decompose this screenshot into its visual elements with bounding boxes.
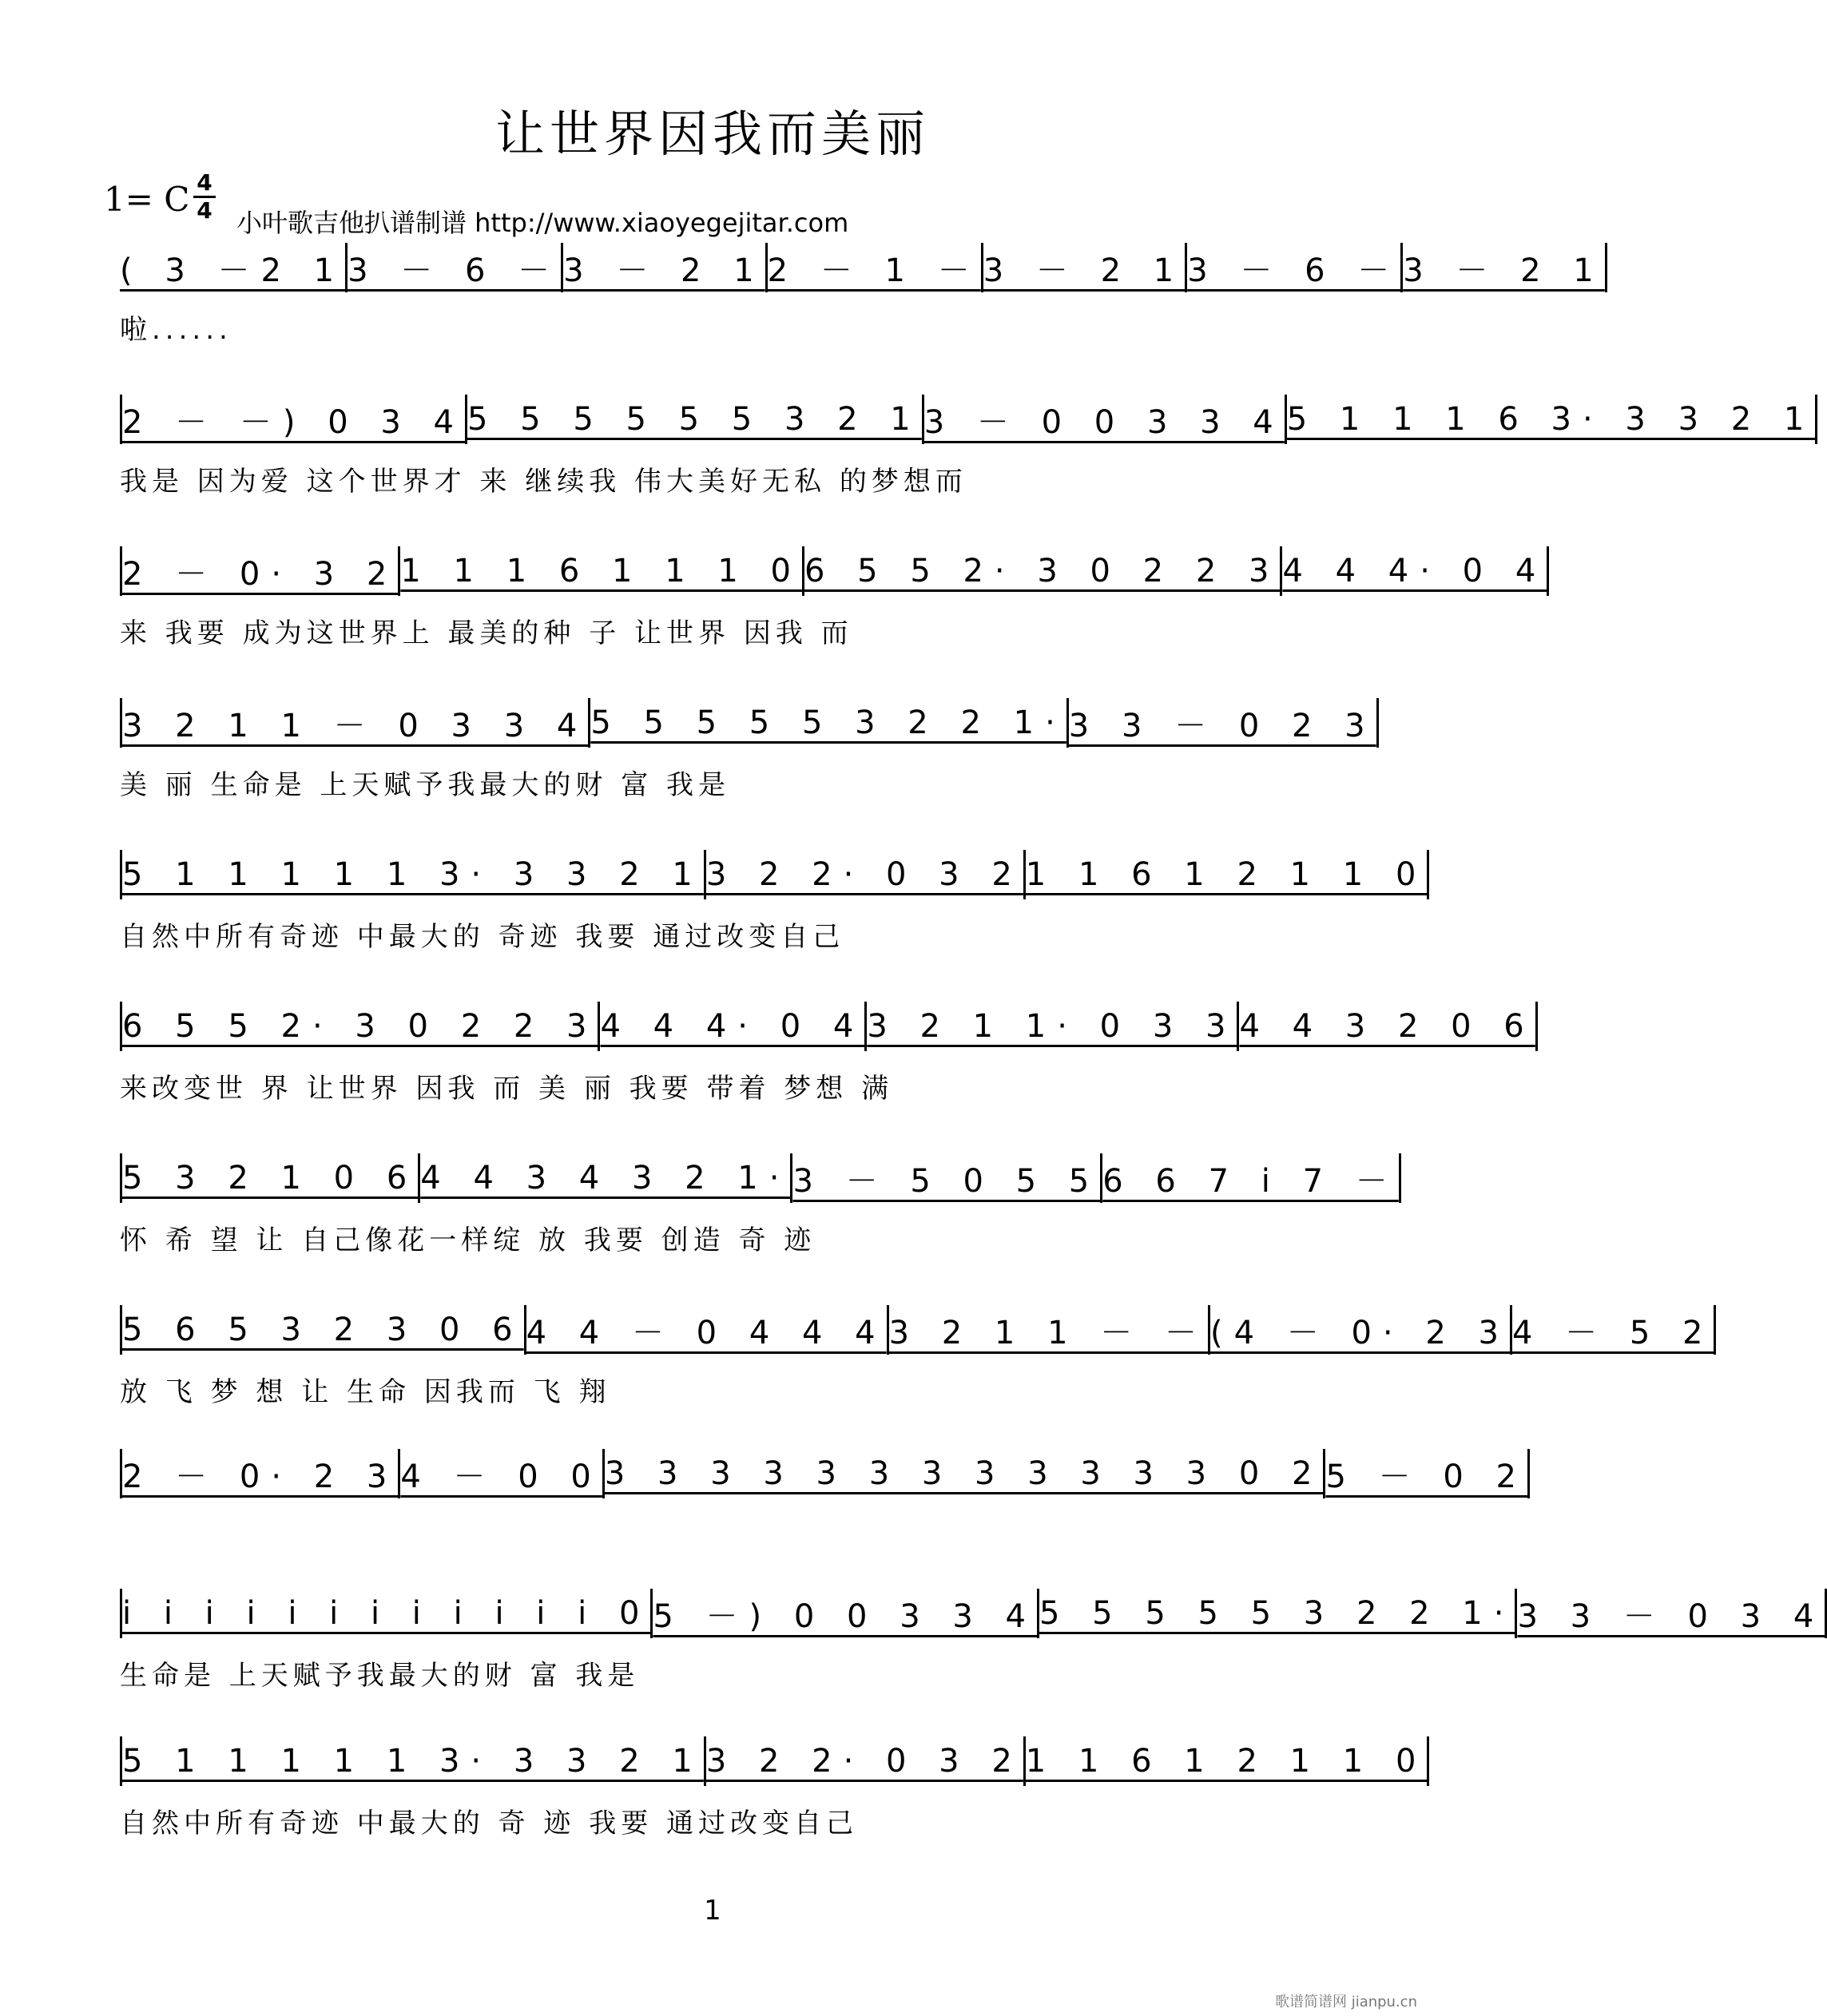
measure: 3 － 2 1: [1403, 252, 1605, 289]
measure: 3 － 6 －: [1187, 252, 1401, 289]
measure: 2 － 0· 2 3: [122, 1458, 399, 1495]
measure: 4 － 0 0: [400, 1458, 602, 1495]
measure: 4 4 4· 0 4: [600, 1008, 865, 1045]
lyric-line: 生命是 上天赋予我最大的财 富 我是: [120, 1660, 640, 1692]
barline: [1399, 1153, 1401, 1203]
measure: 3 － 2 1: [563, 252, 765, 289]
measure: 5 1 1 1 6 3· 3 3 2 1: [1286, 401, 1816, 438]
measure: 6 5 5 2· 3 0 2 2 3: [122, 1008, 598, 1045]
barline: [1535, 1002, 1538, 1051]
measure: 6 6 7 i 7 －: [1102, 1162, 1399, 1200]
notes-line: [120, 851, 1428, 899]
lyric-line: 我是 因为爱 这个世界才 来 继续我 伟大美好无私 的梦想而: [120, 466, 967, 498]
barline: [1376, 698, 1379, 748]
measure: 5 3 2 1 0 6: [122, 1160, 419, 1197]
measure: i i i i i i i i i i i i 0: [122, 1595, 651, 1632]
measure: 3 － 2 1: [983, 252, 1186, 289]
lyric-line: 来改变世 界 让世界 因我 而 美 丽 我要 带着 梦想 满: [120, 1073, 894, 1105]
measure: 4 4 3 4 3 2 1·: [420, 1160, 791, 1197]
measure: 1 1 6 1 2 1 1 0: [1025, 1743, 1428, 1780]
measure: 2 － －) 0 3 4: [122, 403, 465, 441]
measure: 6 5 5 2· 3 0 2 2 3: [804, 553, 1281, 589]
page-title: 让世界因我而美丽: [494, 105, 930, 163]
barline: [1547, 546, 1549, 596]
measure: 3 2 1 1 － 0 3 3 4: [122, 707, 589, 744]
measure: ( 3 －2 1: [120, 252, 346, 289]
measure: 5 5 5 5 5 3 2 2 1·: [590, 704, 1066, 741]
measure: 3 2 1 1· 0 3 3: [867, 1008, 1237, 1045]
notes-line: [120, 395, 1816, 443]
meter-top: 4: [197, 169, 212, 196]
barline: [1527, 1449, 1530, 1498]
measure: 5 5 5 5 5 3 2 2 1·: [1039, 1595, 1515, 1632]
measure: 5 －) 0 0 3 3 4: [653, 1597, 1037, 1635]
transcriber-credit: 小叶歌吉他扒谱制谱 http://www.xiaoyegejitar.com: [236, 208, 849, 238]
barline: [1427, 850, 1429, 899]
measure: 2 － 1 －: [767, 252, 981, 289]
notes-line: [120, 1306, 1714, 1354]
measure: 5 5 5 5 5 5 3 2 1: [467, 401, 922, 438]
watermark: 歌谱简谱网 jianpu.cn: [1274, 1994, 1417, 2010]
notes-line: [120, 1589, 1825, 1637]
lyric-line: 美 丽 生命是 上天赋予我最大的财 富 我是: [120, 769, 731, 801]
lyric-line: 怀 希 望 让 自己像花一样绽 放 我要 创造 奇 迹: [120, 1224, 816, 1256]
page-number: 1: [704, 1895, 721, 1927]
measure: 3 3 3 3 3 3 3 3 3 3 3 3 0 2: [604, 1455, 1324, 1492]
measure: 3 2 1 1 － －: [888, 1314, 1208, 1351]
barline: [1605, 243, 1607, 292]
notes-line: [120, 1154, 1399, 1202]
measure: 3 2 2· 0 3 2: [705, 856, 1023, 893]
lyric-line: 自然中所有奇迹 中最大的 奇 迹 我要 通过改变自己: [120, 1808, 859, 1839]
barline: [1815, 395, 1817, 444]
measure: 3 － 0 0 3 3 4: [923, 403, 1285, 441]
barline: [1714, 1305, 1716, 1355]
notes-line: [120, 1737, 1428, 1785]
measure: 3 － 6 －: [348, 252, 562, 289]
notes-line: [120, 699, 1376, 747]
measure: (4 － 0· 2 3: [1209, 1314, 1510, 1351]
measure: 3 3 － 0 2 3: [1068, 707, 1376, 744]
measure: 5 － 0 2: [1325, 1458, 1527, 1495]
notes-line: [120, 1450, 1527, 1498]
measure: 3 2 2· 0 3 2: [705, 1743, 1023, 1780]
lyric-line: 来 我要 成为这世界上 最美的种 子 让世界 因我 而: [120, 617, 853, 649]
measure: 4 4 4· 0 4: [1282, 553, 1547, 589]
measure: 3 － 5 0 5 5: [792, 1162, 1101, 1200]
measure: 4 4 3 2 0 6: [1239, 1008, 1535, 1045]
lyric-line: 啦......: [120, 314, 232, 346]
measure: 4 － 5 2: [1511, 1314, 1714, 1351]
measure: 4 4 － 0 4 4 4: [526, 1314, 887, 1351]
measure: 5 6 5 3 2 3 0 6: [122, 1312, 524, 1348]
measure: 5 1 1 1 1 1 3· 3 3 2 1: [122, 1743, 704, 1780]
measure: 3 3 － 0 3 4: [1517, 1597, 1825, 1635]
barline: [1427, 1736, 1429, 1786]
lyric-line: 放 飞 梦 想 让 生命 因我而 飞 翔: [120, 1376, 611, 1408]
notes-line: [120, 547, 1547, 595]
meter-bottom: 4: [197, 197, 212, 224]
lyric-line: 自然中所有奇迹 中最大的 奇迹 我要 通过改变自己: [120, 921, 845, 953]
measure: 1 1 6 1 2 1 1 0: [1025, 856, 1428, 893]
notes-line: [120, 1002, 1535, 1050]
key-signature: 1= C: [104, 180, 190, 219]
measure: 2 － 0· 3 2: [122, 555, 399, 593]
notes-line: [120, 244, 1605, 292]
time-signature: [190, 169, 219, 224]
measure: 5 1 1 1 1 1 3· 3 3 2 1: [122, 856, 704, 893]
measure: 1 1 1 6 1 1 1 0: [400, 553, 802, 589]
